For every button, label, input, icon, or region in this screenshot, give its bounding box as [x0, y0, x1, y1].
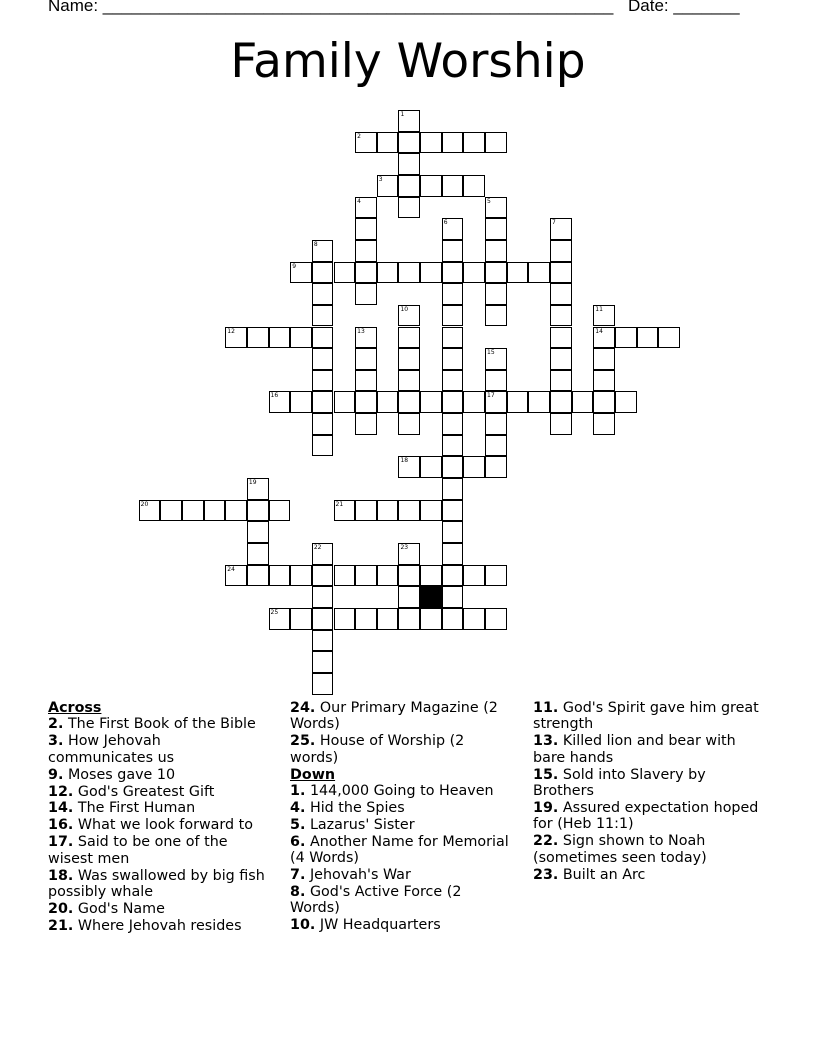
- grid-cell[interactable]: [312, 305, 334, 327]
- grid-cell[interactable]: [355, 500, 377, 522]
- clue-down-5: 5. Lazarus' Sister: [290, 816, 415, 833]
- grid-cell[interactable]: [550, 391, 572, 413]
- date-field-label[interactable]: Date: _______: [628, 0, 740, 15]
- grid-cell[interactable]: [312, 630, 334, 652]
- clue-down-23: 23. Built an Arc: [533, 866, 646, 883]
- clue-across-9: 9. Moses gave 10: [48, 766, 176, 783]
- clue-number: 14: [595, 327, 603, 335]
- clue-down-13: 13. Killed lion and bear with bare hands: [533, 733, 736, 766]
- grid-cell[interactable]: [485, 262, 507, 284]
- grid-cell[interactable]: [593, 413, 615, 435]
- grid-cell[interactable]: [312, 283, 334, 305]
- grid-cell[interactable]: [463, 565, 485, 587]
- grid-cell[interactable]: [355, 283, 377, 305]
- grid-cell[interactable]: [398, 262, 420, 284]
- grid-cell[interactable]: [442, 283, 464, 305]
- clues-column-3: [533, 700, 765, 883]
- grid-cell[interactable]: [312, 391, 334, 413]
- clue-across-3: 3. How Jehovah communicates us: [48, 733, 175, 766]
- grid-cell[interactable]: [398, 175, 420, 197]
- clue-down-10: 10. JW Headquarters: [290, 917, 441, 934]
- grid-cell[interactable]: [485, 435, 507, 457]
- grid-cell[interactable]: [442, 521, 464, 543]
- grid-cell[interactable]: [528, 262, 550, 284]
- clue-number: 25: [270, 608, 279, 616]
- grid-cell[interactable]: [312, 240, 334, 262]
- grid-cell[interactable]: [442, 305, 464, 327]
- clue-number: 6: [443, 219, 448, 227]
- grid-cell[interactable]: [312, 565, 334, 587]
- grid-cell[interactable]: [312, 413, 334, 435]
- clue-number: 24: [227, 565, 235, 573]
- grid-cell[interactable]: [550, 218, 572, 240]
- grid-cell[interactable]: [442, 391, 464, 413]
- grid-cell[interactable]: [398, 348, 420, 370]
- grid-cell[interactable]: [377, 391, 399, 413]
- grid-cell[interactable]: [550, 305, 572, 327]
- clue-number: 23: [400, 544, 409, 551]
- page-title: Family Worship: [230, 34, 586, 89]
- clue-down-11: 11. God's Spirit gave him great strength: [533, 700, 759, 733]
- grid-cell[interactable]: [485, 218, 507, 240]
- grid-cell[interactable]: [312, 651, 334, 673]
- clue-number: 11: [595, 305, 603, 313]
- clue-number: 10: [400, 305, 409, 313]
- grid-cell[interactable]: [442, 586, 464, 608]
- clue-number: 2: [357, 132, 361, 140]
- grid-cell[interactable]: [334, 565, 356, 587]
- grid-cell[interactable]: [485, 565, 507, 587]
- grid-cell[interactable]: [593, 327, 615, 349]
- grid-cell[interactable]: [377, 132, 399, 154]
- grid-cell[interactable]: [247, 565, 269, 587]
- grid-cell[interactable]: [485, 608, 507, 630]
- grid-cell[interactable]: [247, 543, 269, 565]
- clue-number: 21: [335, 500, 344, 508]
- grid-cell[interactable]: [615, 327, 637, 349]
- grid-cell[interactable]: [485, 348, 507, 370]
- clues-column-2: [290, 700, 512, 934]
- grid-cell[interactable]: [247, 478, 269, 500]
- clue-across-16: 16. What we look forward to: [48, 817, 254, 834]
- across-heading: Across: [48, 700, 102, 716]
- clues-column-1: [48, 700, 270, 935]
- grid-cell[interactable]: [658, 327, 680, 349]
- clue-down-19: 19. Assured expectation hoped for (Heb 11:1): [533, 799, 759, 833]
- grid-cell[interactable]: [442, 435, 464, 457]
- grid-cell[interactable]: [442, 370, 464, 392]
- clue-number: 3: [378, 175, 383, 183]
- grid-cell[interactable]: [550, 283, 572, 305]
- grid-cell[interactable]: [269, 391, 291, 413]
- grid-cell[interactable]: [355, 608, 377, 630]
- grid-cell[interactable]: [550, 348, 572, 370]
- grid-cell[interactable]: [485, 370, 507, 392]
- grid-cell[interactable]: [398, 565, 420, 587]
- grid-cell[interactable]: [507, 391, 529, 413]
- grid-cell[interactable]: [312, 673, 334, 695]
- clue-across-14: 14. The First Human: [48, 800, 196, 817]
- grid-block: [420, 586, 442, 608]
- clue-number: 22: [313, 544, 322, 551]
- clue-across-25: 25. House of Worship (2 words): [290, 733, 465, 766]
- grid-cell[interactable]: [442, 413, 464, 435]
- grid-cell[interactable]: [139, 500, 161, 522]
- grid-cell[interactable]: [377, 175, 399, 197]
- grid-cell[interactable]: [312, 327, 334, 349]
- grid-cell[interactable]: [398, 586, 420, 608]
- clue-down-22: 22. Sign shown to Noah (sometimes seen today): [533, 833, 707, 866]
- grid-cell[interactable]: [312, 370, 334, 392]
- down-heading: Down: [290, 766, 336, 783]
- grid-cell[interactable]: [420, 565, 442, 587]
- grid-cell[interactable]: [225, 565, 247, 587]
- grid-cell[interactable]: [355, 218, 377, 240]
- grid-cell[interactable]: [290, 391, 312, 413]
- grid-cell[interactable]: [225, 500, 247, 522]
- grid-cell[interactable]: [355, 327, 377, 349]
- grid-cell[interactable]: [377, 565, 399, 587]
- clue-across-20: 20. God's Name: [48, 900, 165, 917]
- grid-cell[interactable]: [463, 391, 485, 413]
- clue-down-8: 8. God's Active Force (2 Words): [290, 883, 462, 917]
- grid-cell[interactable]: [398, 500, 420, 522]
- grid-cell[interactable]: [355, 565, 377, 587]
- clue-across-12: 12. God's Greatest Gift: [48, 783, 215, 800]
- grid-cell[interactable]: [442, 348, 464, 370]
- grid-cell[interactable]: [420, 175, 442, 197]
- grid-cell[interactable]: [269, 500, 291, 522]
- grid-cell[interactable]: [290, 565, 312, 587]
- grid-cell[interactable]: [442, 478, 464, 500]
- grid-cell[interactable]: [269, 565, 291, 587]
- grid-cell[interactable]: [312, 348, 334, 370]
- grid-cell[interactable]: [312, 543, 334, 565]
- grid-cell[interactable]: [398, 110, 420, 132]
- grid-cell[interactable]: [485, 305, 507, 327]
- grid-cell[interactable]: [312, 608, 334, 630]
- clue-down-1: 1. 144,000 Going to Heaven: [290, 783, 494, 800]
- grid-cell[interactable]: [312, 435, 334, 457]
- grid-cell[interactable]: [615, 391, 637, 413]
- grid-cell[interactable]: [485, 283, 507, 305]
- grid-cell[interactable]: [420, 262, 442, 284]
- grid-cell[interactable]: [528, 391, 550, 413]
- clue-across-2: 2. The First Book of the Bible: [48, 716, 256, 733]
- grid-cell[interactable]: [442, 608, 464, 630]
- grid-cell[interactable]: [398, 370, 420, 392]
- grid-cell[interactable]: [398, 305, 420, 327]
- grid-cell[interactable]: [182, 500, 204, 522]
- grid-cell[interactable]: [398, 543, 420, 565]
- grid-cell[interactable]: [550, 327, 572, 349]
- grid-cell[interactable]: [247, 521, 269, 543]
- clue-number: 4: [357, 197, 361, 205]
- clue-number: 17: [487, 392, 495, 400]
- grid-cell[interactable]: [290, 327, 312, 349]
- grid-cell[interactable]: [355, 262, 377, 284]
- grid-cell[interactable]: [160, 500, 182, 522]
- grid-cell[interactable]: [312, 586, 334, 608]
- grid-cell[interactable]: [463, 608, 485, 630]
- grid-cell[interactable]: [485, 132, 507, 154]
- clue-number: 7: [552, 219, 556, 227]
- grid-cell[interactable]: [485, 413, 507, 435]
- clue-number: 8: [313, 240, 318, 248]
- grid-cell[interactable]: [485, 456, 507, 478]
- clue-number: 16: [270, 392, 279, 400]
- grid-cell[interactable]: [355, 348, 377, 370]
- clue-down-15: 15. Sold into Slavery by Brothers: [533, 766, 706, 800]
- clue-number: 12: [227, 327, 235, 335]
- grid-cell[interactable]: [269, 327, 291, 349]
- clue-across-24: 24. Our Primary Magazine (2 Words): [290, 700, 498, 733]
- grid-cell[interactable]: [442, 565, 464, 587]
- grid-cell[interactable]: [204, 500, 226, 522]
- grid-cell[interactable]: [355, 197, 377, 219]
- grid-cell[interactable]: [463, 132, 485, 154]
- grid-cell[interactable]: [442, 240, 464, 262]
- grid-cell[interactable]: [442, 132, 464, 154]
- clue-down-6: 6. Another Name for Memorial (4 Words): [290, 833, 509, 867]
- grid-cell[interactable]: [572, 391, 594, 413]
- clue-number: 1: [400, 111, 405, 118]
- grid-cell[interactable]: [463, 175, 485, 197]
- grid-cell[interactable]: [398, 153, 420, 175]
- grid-cell[interactable]: [420, 132, 442, 154]
- grid-cell[interactable]: [398, 413, 420, 435]
- name-field-label[interactable]: Name: ______________________________________________________: [48, 0, 614, 15]
- grid-cell[interactable]: [225, 327, 247, 349]
- grid-cell[interactable]: [247, 327, 269, 349]
- grid-cell[interactable]: [334, 500, 356, 522]
- grid-cell[interactable]: [550, 262, 572, 284]
- clue-across-18: 18. Was swallowed by big fish possibly whale: [48, 867, 265, 900]
- grid-cell[interactable]: [334, 608, 356, 630]
- grid-cell[interactable]: [398, 197, 420, 219]
- clue-down-4: 4. Hid the Spies: [290, 799, 405, 816]
- grid-cell[interactable]: [593, 305, 615, 327]
- grid-cell[interactable]: [550, 240, 572, 262]
- grid-cell[interactable]: [398, 456, 420, 478]
- grid-cell[interactable]: [312, 262, 334, 284]
- grid-cell[interactable]: [442, 500, 464, 522]
- grid-cell[interactable]: [442, 175, 464, 197]
- grid-cell[interactable]: [485, 391, 507, 413]
- grid-cell[interactable]: [377, 608, 399, 630]
- grid-cell[interactable]: [420, 608, 442, 630]
- grid-cell[interactable]: [420, 391, 442, 413]
- clue-number: 18: [400, 457, 409, 465]
- grid-cell[interactable]: [593, 370, 615, 392]
- grid-cell[interactable]: [485, 240, 507, 262]
- grid-cell[interactable]: [442, 327, 464, 349]
- grid-cell[interactable]: [334, 391, 356, 413]
- grid-cell[interactable]: [550, 370, 572, 392]
- grid-cell[interactable]: [463, 456, 485, 478]
- grid-cell[interactable]: [420, 500, 442, 522]
- grid-cell[interactable]: [420, 456, 442, 478]
- grid-cell[interactable]: [377, 500, 399, 522]
- clue-across-17: 17. Said to be one of the wisest men: [48, 834, 228, 867]
- grid-cell[interactable]: [290, 608, 312, 630]
- clue-number: 5: [487, 197, 491, 205]
- grid-cell[interactable]: [442, 543, 464, 565]
- grid-cell[interactable]: [593, 391, 615, 413]
- clue-down-7: 7. Jehovah's War: [290, 867, 411, 884]
- grid-cell[interactable]: [247, 500, 269, 522]
- grid-cell[interactable]: [355, 413, 377, 435]
- grid-cell[interactable]: [334, 262, 356, 284]
- grid-cell[interactable]: [377, 262, 399, 284]
- grid-cell[interactable]: [485, 197, 507, 219]
- clue-across-21: 21. Where Jehovah resides: [48, 917, 242, 934]
- grid-cell[interactable]: [290, 262, 312, 284]
- grid-cell[interactable]: [398, 132, 420, 154]
- grid-cell[interactable]: [355, 132, 377, 154]
- grid-cell[interactable]: [637, 327, 659, 349]
- grid-cell[interactable]: [550, 413, 572, 435]
- grid-cell[interactable]: [355, 240, 377, 262]
- grid-cell[interactable]: [398, 327, 420, 349]
- grid-cell[interactable]: [398, 608, 420, 630]
- clue-number: 15: [487, 349, 495, 357]
- grid-cell[interactable]: [355, 391, 377, 413]
- grid-cell[interactable]: [593, 348, 615, 370]
- grid-cell[interactable]: [442, 218, 464, 240]
- grid-cell[interactable]: [442, 456, 464, 478]
- grid-cell[interactable]: [463, 262, 485, 284]
- clue-number: 9: [292, 262, 297, 270]
- grid-cell[interactable]: [398, 391, 420, 413]
- clue-number: 19: [248, 479, 257, 487]
- clue-number: 13: [357, 327, 365, 335]
- clue-number: 20: [140, 500, 149, 508]
- grid-cell[interactable]: [442, 262, 464, 284]
- grid-cell[interactable]: [507, 262, 529, 284]
- grid-cell[interactable]: [269, 608, 291, 630]
- grid-cell[interactable]: [355, 370, 377, 392]
